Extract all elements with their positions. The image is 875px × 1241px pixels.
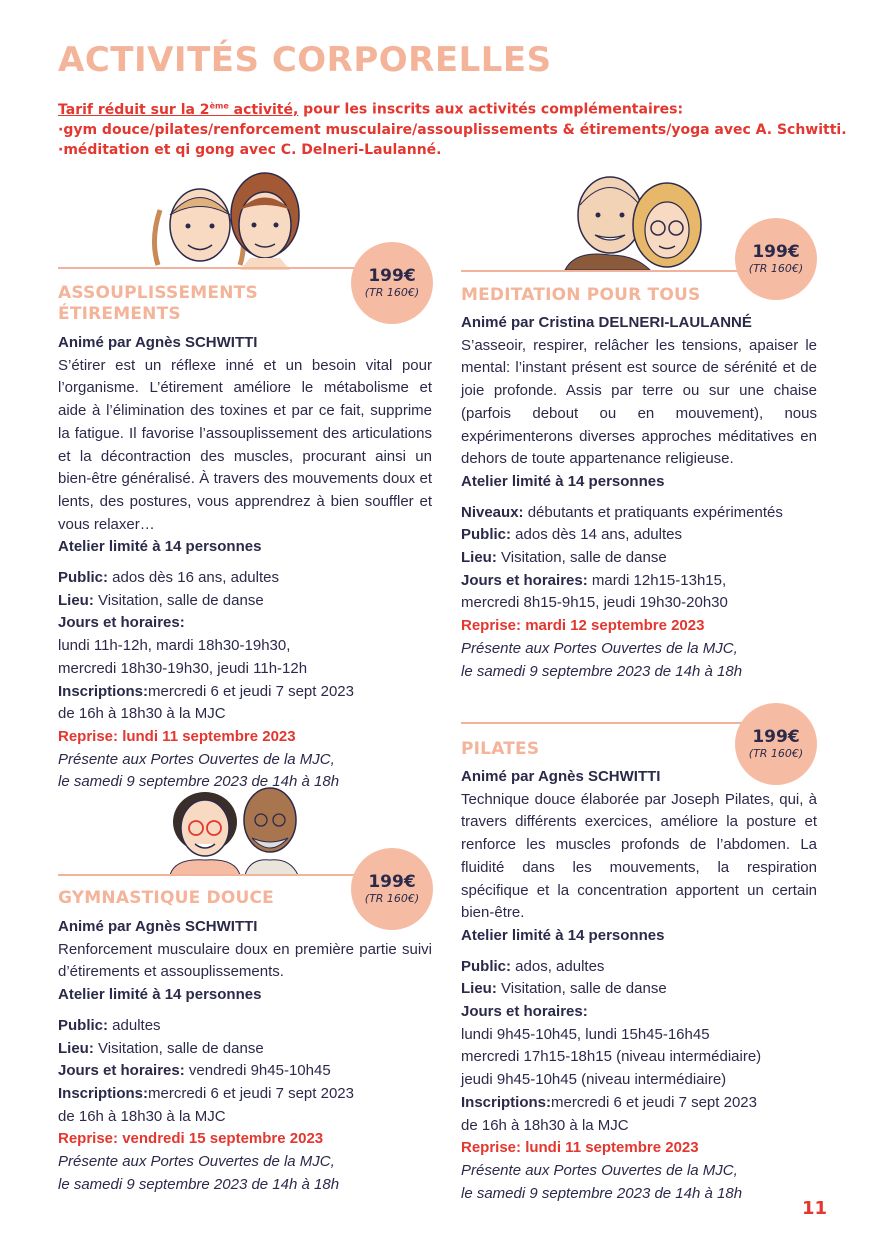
lieu-label: Lieu: (461, 549, 497, 567)
inscriptions-line (461, 1092, 817, 1115)
description: S’étirer est un réflexe inné et un besoin vital pour l’organisme. L’étirement améliore le métabolisme et aide à l’élimination des toxines et par ce fait, supprime la fatigue. Il favorise l’assouplissement des articulations et la décontraction des muscles, procurant ainsi un bien-être généralisé. À travers des mouvements doux et lents, des postures, vous apprendrez à bien souffler et vous relaxer… (58, 356, 432, 533)
horaires-line-2: mercredi 17h15-18h15 (niveau intermédiaire) (461, 1048, 762, 1066)
portes-ouvertes-line-2: le samedi 9 septembre 2023 de 14h à 18h (58, 1175, 340, 1193)
intro-tarif-sup: ème (209, 101, 229, 110)
section-title-gym: GYMNASTIQUE DOUCE (58, 888, 274, 908)
section-title-pilates: PILATES (461, 739, 540, 759)
public-value: ados dès 14 ans, adultes (511, 526, 682, 544)
horaires-line-1: lundi 11h-12h, mardi 18h30-19h30, (58, 637, 291, 655)
description: Renforcement musculaire doux en première partie suivi d’étirements et assouplissements. (58, 940, 432, 981)
lieu-value: Visitation, salle de danse (93, 591, 264, 609)
price-amount: 199€ (368, 266, 416, 286)
lieu-line (58, 590, 432, 613)
price-reduced: (TR 160€) (748, 262, 804, 275)
seniors-illustration (160, 780, 310, 875)
price-amount: 199€ (752, 242, 800, 262)
lieu-line (58, 1038, 432, 1061)
lieu-value: Visitation, salle de danse (93, 1039, 264, 1057)
price-badge-meditation (735, 218, 817, 300)
lieu-line (461, 547, 817, 570)
public-label: Public: (461, 526, 512, 544)
public-label: Public: (58, 569, 109, 587)
divider-gym (58, 874, 360, 876)
price-reduced: (TR 160€) (364, 892, 420, 905)
inscriptions-value: mercredi 6 et jeudi 7 sept 2023 (148, 682, 354, 700)
animator: Animé par Cristina DELNERI-LAULANNÉ (461, 314, 752, 331)
intro-tarif-rest: pour les inscrits aux activités complémentaires: (298, 101, 684, 118)
page-number: 11 (801, 1198, 827, 1219)
public-value: ados, adultes (511, 957, 605, 975)
divider-assouplissements (58, 267, 360, 269)
divider-meditation (461, 270, 743, 272)
portes-ouvertes-line-1: Présente aux Portes Ouvertes de la MJC, (58, 750, 335, 768)
couple-illustration (555, 170, 715, 270)
lieu-label: Lieu: (58, 591, 94, 609)
public-line (461, 524, 817, 547)
section-body-meditation (461, 312, 817, 683)
public-label: Public: (58, 1016, 109, 1034)
intro-line-1 (58, 96, 848, 120)
description: S’asseoir, respirer, relâcher les tensions, apaiser le mental: l’instant présent est source de sérénité et de joie profonde. Assis par terre ou sur une chaise (parfois debout ou en mouvement), nous expérimenterons diverses approches méditatives en dehors de toute appartenance religieuse. (461, 336, 817, 468)
horaires-label: Jours et horaires: (58, 614, 185, 632)
intro-tarif-prefix: Tarif réduit sur la 2 (58, 101, 210, 118)
horaires-line-3: jeudi 9h45-10h45 (niveau intermédiaire) (461, 1071, 727, 1089)
horaires-label: Jours et horaires: (58, 1062, 185, 1080)
public-line (461, 956, 817, 979)
intro-tarif-link-text (58, 102, 298, 118)
divider-pilates (461, 722, 743, 724)
horaires-value: mardi 12h15-13h15, (587, 571, 727, 589)
horaires-line-2: mercredi 18h30-19h30, jeudi 11h-12h (58, 659, 308, 677)
inscriptions-line-2: de 16h à 18h30 à la MJC (58, 705, 226, 723)
lieu-value: Visitation, salle de danse (496, 980, 667, 998)
horaires-line (461, 570, 817, 593)
niveaux-value: débutants et pratiquants expérimentés (523, 503, 783, 521)
reprise: Reprise: lundi 11 septembre 2023 (58, 727, 296, 745)
lieu-value: Visitation, salle de danse (496, 549, 667, 567)
public-label: Public: (461, 957, 512, 975)
reprise: Reprise: vendredi 15 septembre 2023 (58, 1130, 324, 1148)
public-value: ados dès 16 ans, adultes (108, 569, 279, 587)
section-body-pilates (461, 766, 817, 1205)
section-body-gym (58, 916, 432, 1196)
price-reduced: (TR 160€) (748, 747, 804, 760)
portes-ouvertes-line-2: le samedi 9 septembre 2023 de 14h à 18h (461, 1184, 743, 1202)
public-line (58, 567, 432, 590)
limit: Atelier limité à 14 personnes (58, 538, 262, 556)
public-value: adultes (108, 1016, 161, 1034)
portes-ouvertes-line-2: le samedi 9 septembre 2023 de 14h à 18h (58, 773, 340, 791)
portes-ouvertes-line-1: Présente aux Portes Ouvertes de la MJC, (58, 1153, 335, 1171)
intro-line-3: ·méditation et qi gong avec C. Delneri-Laulanné. (58, 141, 442, 158)
price-badge-assouplissements (351, 242, 433, 324)
limit: Atelier limité à 14 personnes (461, 472, 665, 490)
horaires-line-1: lundi 9h45-10h45, lundi 15h45-16h45 (461, 1025, 710, 1043)
lieu-label: Lieu: (461, 980, 497, 998)
animator: Animé par Agnès SCHWITTI (58, 334, 258, 351)
horaires-value: vendredi 9h45-10h45 (184, 1062, 331, 1080)
inscriptions-line (58, 1083, 432, 1106)
description: Technique douce élaborée par Joseph Pilates, qui, à travers différents exercices, améliore la posture et renforce les muscles profonds de l’abdomen. La fluidité dans les mouvements, la respiration spécifique et la concentration apportent un certain bien-être. (461, 790, 817, 922)
section-title-line-1: ASSOUPLISSEMENTS (58, 283, 258, 303)
section-title-assouplissements (58, 283, 258, 325)
reprise: Reprise: mardi 12 septembre 2023 (461, 617, 705, 635)
inscriptions-value: mercredi 6 et jeudi 7 sept 2023 (148, 1084, 354, 1102)
intro-block (58, 96, 848, 160)
lieu-line (461, 978, 817, 1001)
reprise: Reprise: lundi 11 septembre 2023 (461, 1139, 699, 1157)
page-title: ACTIVITÉS CORPORELLES (58, 40, 552, 80)
portes-ouvertes-line-1: Présente aux Portes Ouvertes de la MJC, (461, 1161, 738, 1179)
inscriptions-line-2: de 16h à 18h30 à la MJC (461, 1116, 629, 1134)
horaires-label: Jours et horaires: (461, 571, 588, 589)
inscriptions-value: mercredi 6 et jeudi 7 sept 2023 (551, 1093, 757, 1111)
section-title-line-2: ÉTIREMENTS (58, 304, 181, 324)
children-illustration (140, 170, 310, 270)
limit: Atelier limité à 14 personnes (461, 926, 665, 944)
intro-line-2: ·gym douce/pilates/renforcement musculaire/assouplissements & étirements/yoga avec A. Schwitti. (58, 121, 847, 138)
inscriptions-line (58, 681, 432, 704)
inscriptions-label: Inscriptions: (461, 1093, 552, 1111)
horaires-label: Jours et horaires: (461, 1003, 588, 1021)
section-title-meditation: MEDITATION POUR TOUS (461, 285, 701, 305)
lieu-label: Lieu: (58, 1039, 94, 1057)
price-amount: 199€ (752, 727, 800, 747)
public-line (58, 1015, 432, 1038)
inscriptions-line-2: de 16h à 18h30 à la MJC (58, 1107, 226, 1125)
portes-ouvertes-line-2: le samedi 9 septembre 2023 de 14h à 18h (461, 662, 743, 680)
horaires-line-2: mercredi 8h15-9h15, jeudi 19h30-20h30 (461, 594, 728, 612)
horaires-line (58, 1060, 432, 1083)
niveaux-line (461, 502, 817, 525)
price-reduced: (TR 160€) (364, 286, 420, 299)
limit: Atelier limité à 14 personnes (58, 986, 262, 1004)
niveaux-label: Niveaux: (461, 503, 524, 521)
inscriptions-label: Inscriptions: (58, 1084, 149, 1102)
price-amount: 199€ (368, 872, 416, 892)
animator: Animé par Agnès SCHWITTI (461, 768, 661, 785)
inscriptions-label: Inscriptions: (58, 682, 149, 700)
animator: Animé par Agnès SCHWITTI (58, 918, 258, 935)
intro-tarif-suffix: activité, (228, 101, 299, 118)
portes-ouvertes-line-1: Présente aux Portes Ouvertes de la MJC, (461, 639, 738, 657)
section-body-assouplissements (58, 332, 432, 794)
